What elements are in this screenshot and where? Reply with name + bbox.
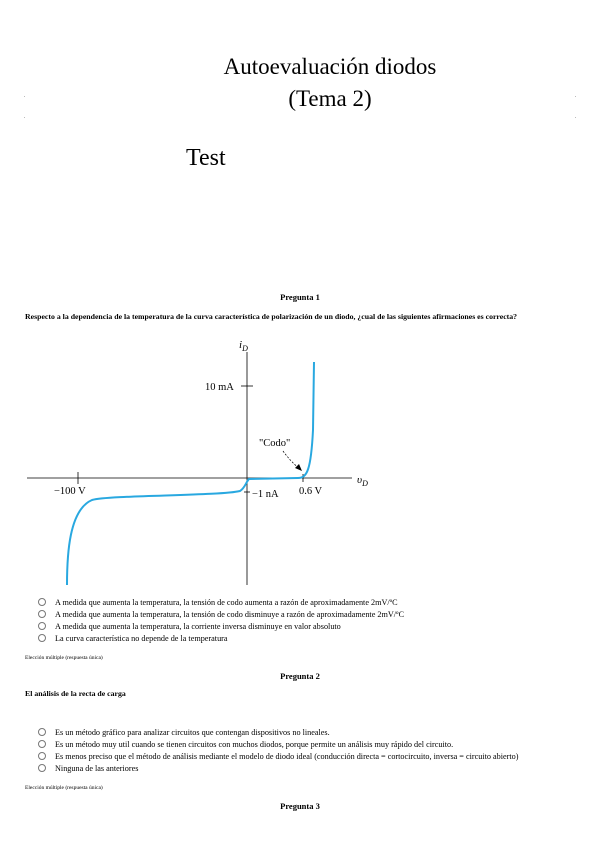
document-title-line2: (Tema 2)	[288, 86, 372, 111]
label-06v: 0.6 V	[299, 486, 323, 497]
option-label: A medida que aumenta la temperatura, la tensión de codo aumenta a razón de aproximadamente 2mV/ºC	[55, 598, 398, 607]
radio-button[interactable]	[38, 728, 46, 736]
radio-button[interactable]	[38, 622, 46, 630]
option-label: Ninguna de las anteriores	[55, 764, 139, 773]
codo-arrow	[283, 451, 299, 468]
question-type: Elección múltiple (respuesta única)	[25, 785, 103, 791]
y-axis-label: $i_D$	[239, 339, 248, 353]
question-number: Pregunta 2	[280, 671, 320, 681]
option-2[interactable]	[38, 610, 404, 619]
radio-button[interactable]	[38, 634, 46, 642]
option-label: La curva característica no depende de la temperatura	[55, 634, 228, 643]
question-number: Pregunta 1	[280, 292, 320, 302]
codo-arrowhead	[295, 464, 302, 471]
question-text: Respecto a la dependencia de la temperatura de la curva característica de polarización de un diodo, ¿cual de las siguientes afirmaciones es correcta?	[25, 312, 518, 321]
speck	[575, 117, 576, 118]
question-text: El análisis de la recta de carga	[25, 689, 126, 698]
option-label: Es menos preciso que el método de análisis mediante el modelo de diodo ideal (conducción directa = cortocircuito, inversa = circuito abierto)	[55, 752, 519, 761]
radio-button[interactable]	[38, 740, 46, 748]
diode-curve	[67, 362, 314, 585]
option-2[interactable]	[38, 740, 453, 749]
option-4[interactable]	[38, 634, 228, 643]
radio-button[interactable]	[38, 598, 46, 606]
radio-button[interactable]	[38, 764, 46, 772]
speck	[24, 96, 25, 97]
option-4[interactable]	[38, 764, 138, 773]
document-title-line1: Autoevaluación diodos	[223, 54, 437, 79]
option-label: Es un método muy util cuando se tienen circuitos con muchos diodos, porque permite un análisis muy rápido del circuito.	[55, 740, 454, 749]
section-subtitle: Test	[186, 145, 226, 171]
radio-button[interactable]	[38, 752, 46, 760]
radio-button[interactable]	[38, 610, 46, 618]
label-10ma: 10 mA	[205, 382, 234, 393]
label-codo: "Codo"	[259, 438, 291, 449]
option-3[interactable]	[38, 752, 519, 761]
option-label: Es un método gráfico para analizar circuitos que contengan dispositivos no lineales.	[55, 728, 330, 737]
label-minus100v: −100 V	[54, 486, 86, 497]
option-1[interactable]	[38, 728, 330, 737]
x-axis-label: $\upsilon_D$	[357, 474, 368, 488]
label-minus1na: −1 nA	[252, 489, 279, 500]
question-number: Pregunta 3	[280, 801, 320, 811]
question-type: Elección múltiple (respuesta única)	[25, 655, 103, 661]
option-label: A medida que aumenta la temperatura, la corriente inversa disminuye en valor absoluto	[55, 622, 341, 631]
speck	[575, 96, 576, 97]
option-label: A medida que aumenta la temperatura, la tensión de codo disminuye a razón de aproximadamente 2mV/ºC	[55, 610, 405, 619]
speck	[24, 117, 25, 118]
option-3[interactable]	[38, 622, 341, 631]
option-1[interactable]	[38, 598, 398, 607]
